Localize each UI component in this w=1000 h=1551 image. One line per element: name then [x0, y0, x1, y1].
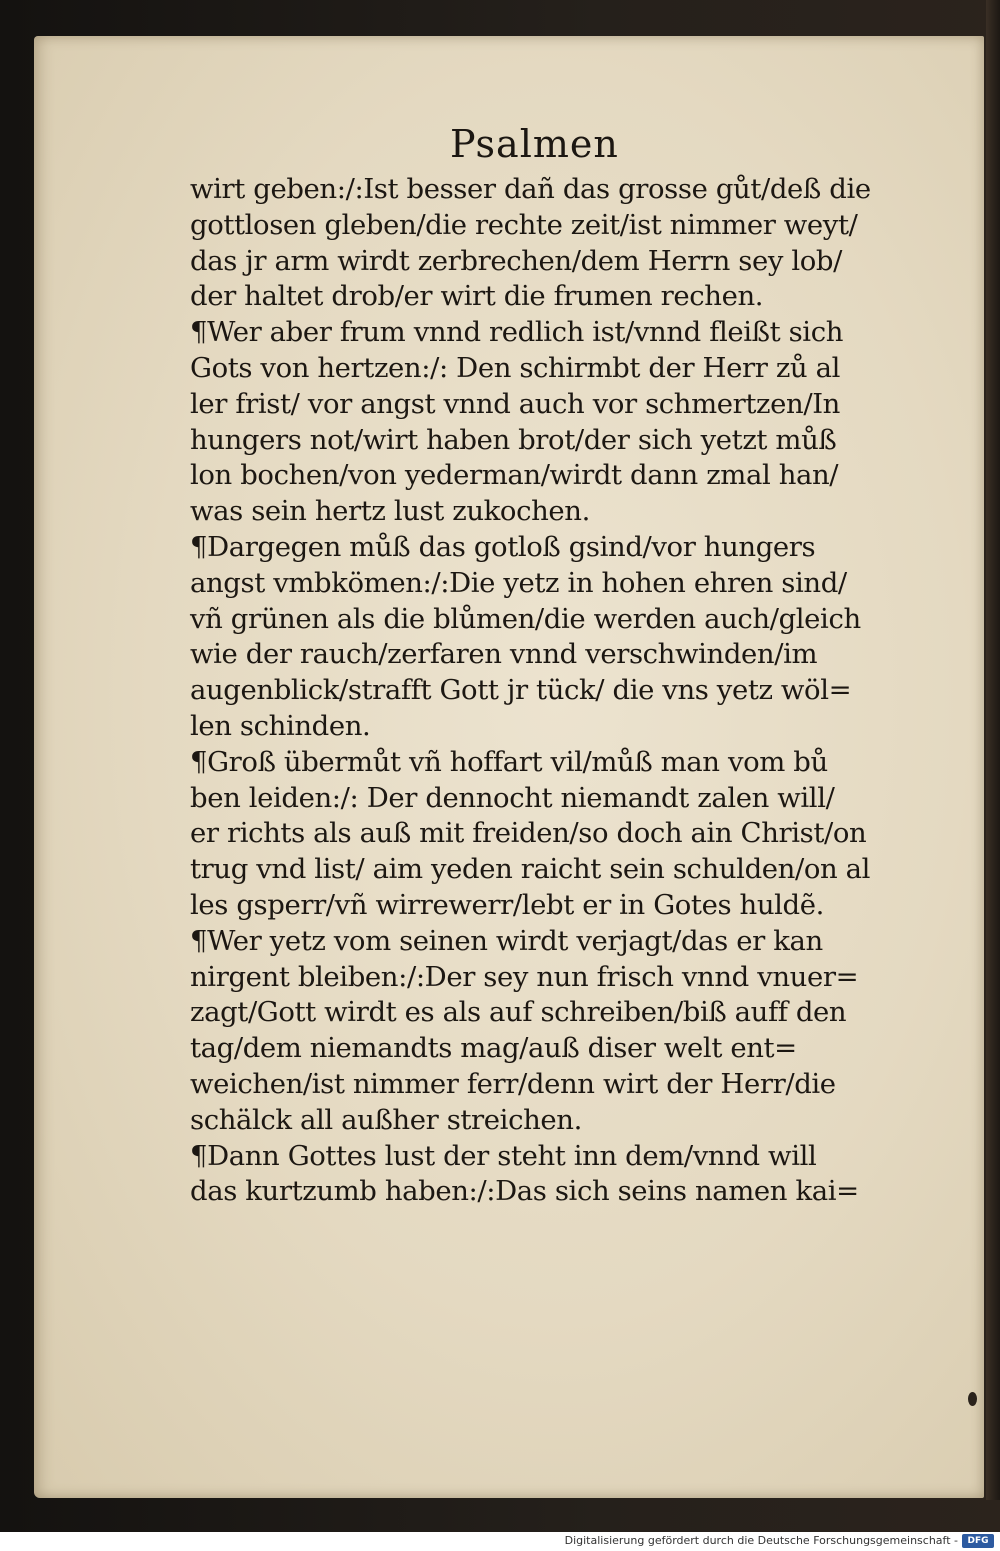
text-line: trug vnd list/ aim yeden raicht sein schulden/on al — [190, 853, 871, 886]
text-line: der haltet drob/er wirt die frumen rechen. — [190, 280, 764, 313]
ink-spot — [968, 1392, 977, 1406]
footer-credit: Digitalisierung gefördert durch die Deutsche Forschungsgemeinschaft - — [564, 1534, 958, 1547]
text-line: wirt geben:/:Ist besser dañ das grosse gůt/deß die — [190, 173, 871, 205]
text-line: augenblick/strafft Gott jr tück/ die vns yetz wöl= — [190, 674, 852, 707]
text-line: angst vmbkömen:/:Die yetz in hohen ehren sind/ — [190, 566, 847, 599]
book-spine — [986, 0, 1000, 1500]
text-line: das kurtzumb haben:/:Das sich seins namen kai= — [190, 1175, 859, 1208]
text-line: gottlosen gleben/die rechte zeit/ist nimmer weyt/ — [190, 208, 858, 241]
text-line: wie der rauch/zerfaren vnnd verschwinden/im — [190, 638, 818, 671]
running-header: Psalmen — [450, 122, 619, 166]
text-line: vñ grünen als die blůmen/die werden auch/gleich — [190, 602, 861, 635]
text-block — [190, 172, 920, 1210]
text-line: was sein hertz lust zukochen. — [190, 495, 590, 528]
text-line: Gots von hertzen:/: Den schirmbt der Herr zů al — [190, 351, 840, 384]
text-line: ¶Groß übermůt vñ hoffart vil/můß man vom bů — [190, 745, 828, 778]
text-line: schälck all außher streichen. — [190, 1103, 582, 1136]
text-line: ¶Dann Gottes lust der steht inn dem/vnnd will — [190, 1139, 817, 1172]
text-line: ¶Dargegen můß das gotloß gsind/vor hungers — [190, 530, 816, 563]
text-line: er richts als auß mit freiden/so doch ain Christ/on — [190, 817, 867, 850]
text-line: das jr arm wirdt zerbrechen/dem Herrn sey lob/ — [190, 244, 842, 277]
text-line: ler frist/ vor angst vnnd auch vor schmertzen/In — [190, 387, 840, 420]
text-line: tag/dem niemandts mag/auß diser welt ent= — [190, 1032, 797, 1065]
text-line: ¶Wer yetz vom seinen wirdt verjagt/das er kan — [190, 924, 823, 957]
text-line: les gsperr/vñ wirrewerr/lebt er in Gotes huldẽ. — [190, 888, 824, 921]
text-line: lon bochen/von yederman/wirdt dann zmal han/ — [190, 459, 839, 492]
text-line: zagt/Gott wirdt es als auf schreiben/biß auff den — [190, 996, 847, 1029]
text-line: nirgent bleiben:/:Der sey nun frisch vnnd vnuer= — [190, 960, 859, 993]
dfg-logo-icon: DFG — [962, 1534, 994, 1548]
text-line: ¶Wer aber frum vnnd redlich ist/vnnd fleißt sich — [190, 316, 844, 349]
footer-bar — [0, 1532, 1000, 1551]
text-line: weichen/ist nimmer ferr/denn wirt der Herr/die — [190, 1067, 836, 1100]
text-line: len schinden. — [190, 709, 371, 742]
text-line: hungers not/wirt haben brot/der sich yetzt můß — [190, 423, 837, 456]
text-line: ben leiden:/: Der dennocht niemandt zalen will/ — [190, 781, 835, 814]
